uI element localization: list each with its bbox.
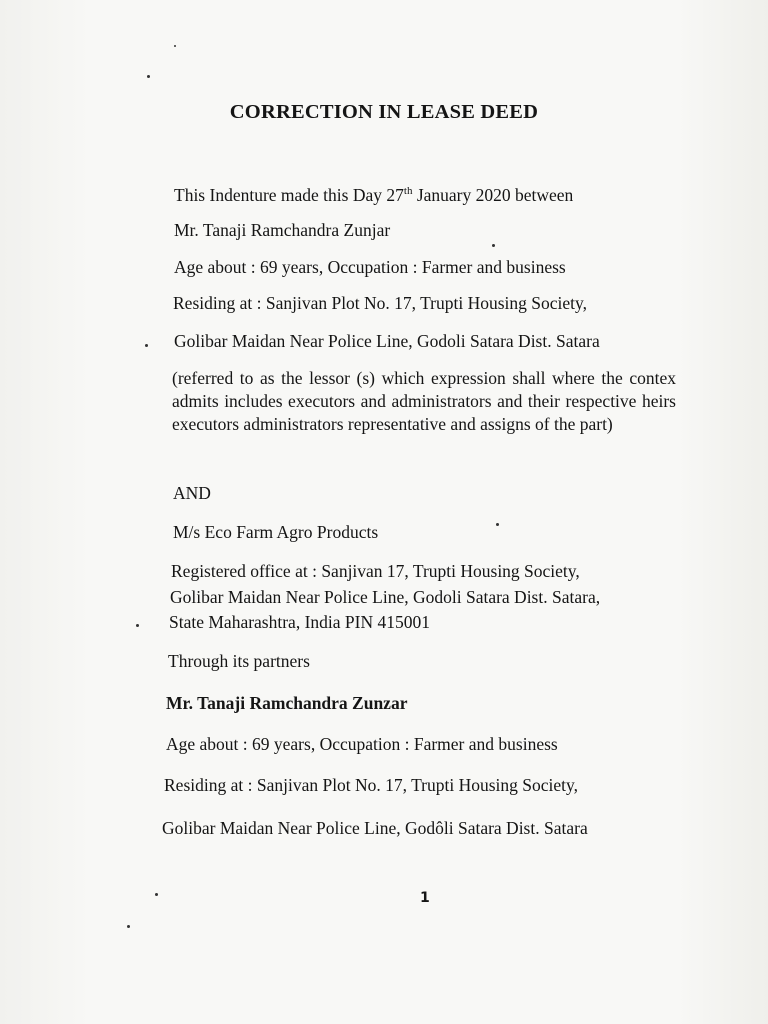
document-title: CORRECTION IN LEASE DEED — [229, 101, 539, 123]
scan-speck — [145, 344, 148, 347]
lessor-referred-clause: (referred to as the lessor (s) which expression shall where the contex admits includes executors and administrators and their respective heirs executors administrators representative and assigns of the part) — [172, 368, 676, 434]
through-partners-label: Through its partners — [168, 651, 310, 671]
indenture-suffix: January 2020 between — [412, 185, 574, 205]
indenture-line — [174, 184, 573, 206]
lessor-residence-line1: Residing at : Sanjivan Plot No. 17, Trupti Housing Society, — [173, 293, 588, 313]
scan-speck — [136, 624, 139, 627]
lessee-office-line3: State Maharashtra, India PIN 415001 — [169, 612, 430, 632]
lessee-firm-name: M/s Eco Farm Agro Products — [173, 522, 379, 542]
partner-residence-line1: Residing at : Sanjivan Plot No. 17, Trupti Housing Society, — [164, 775, 579, 795]
indenture-prefix: This Indenture made this Day 27 — [174, 185, 404, 205]
scan-speck — [155, 893, 158, 896]
lessee-office-line2: Golibar Maidan Near Police Line, Godoli Satara Dist. Satara, — [170, 587, 601, 607]
page-number: 1 — [420, 890, 430, 906]
and-label: AND — [173, 483, 211, 503]
lessor-age-occupation: Age about : 69 years, Occupation : Farmer and business — [174, 257, 566, 277]
lessee-office-line1: Registered office at : Sanjivan 17, Trupti Housing Society, — [171, 561, 580, 581]
scan-speck — [147, 75, 150, 78]
partner-age-occupation: Age about : 69 years, Occupation : Farmer and business — [166, 734, 558, 754]
indenture-sup: th — [403, 185, 413, 198]
scan-speck — [174, 45, 176, 47]
partner-name: Mr. Tanaji Ramchandra Zunzar — [166, 693, 408, 713]
scan-speck — [127, 925, 130, 928]
scan-speck — [496, 523, 499, 526]
lessor-name: Mr. Tanaji Ramchandra Zunjar — [174, 220, 391, 240]
scan-speck — [492, 244, 495, 247]
partner-residence-line2: Golibar Maidan Near Police Line, Godôli Satara Dist. Satara — [162, 818, 588, 838]
lessor-residence-line2: Golibar Maidan Near Police Line, Godoli Satara Dist. Satara — [174, 331, 600, 351]
